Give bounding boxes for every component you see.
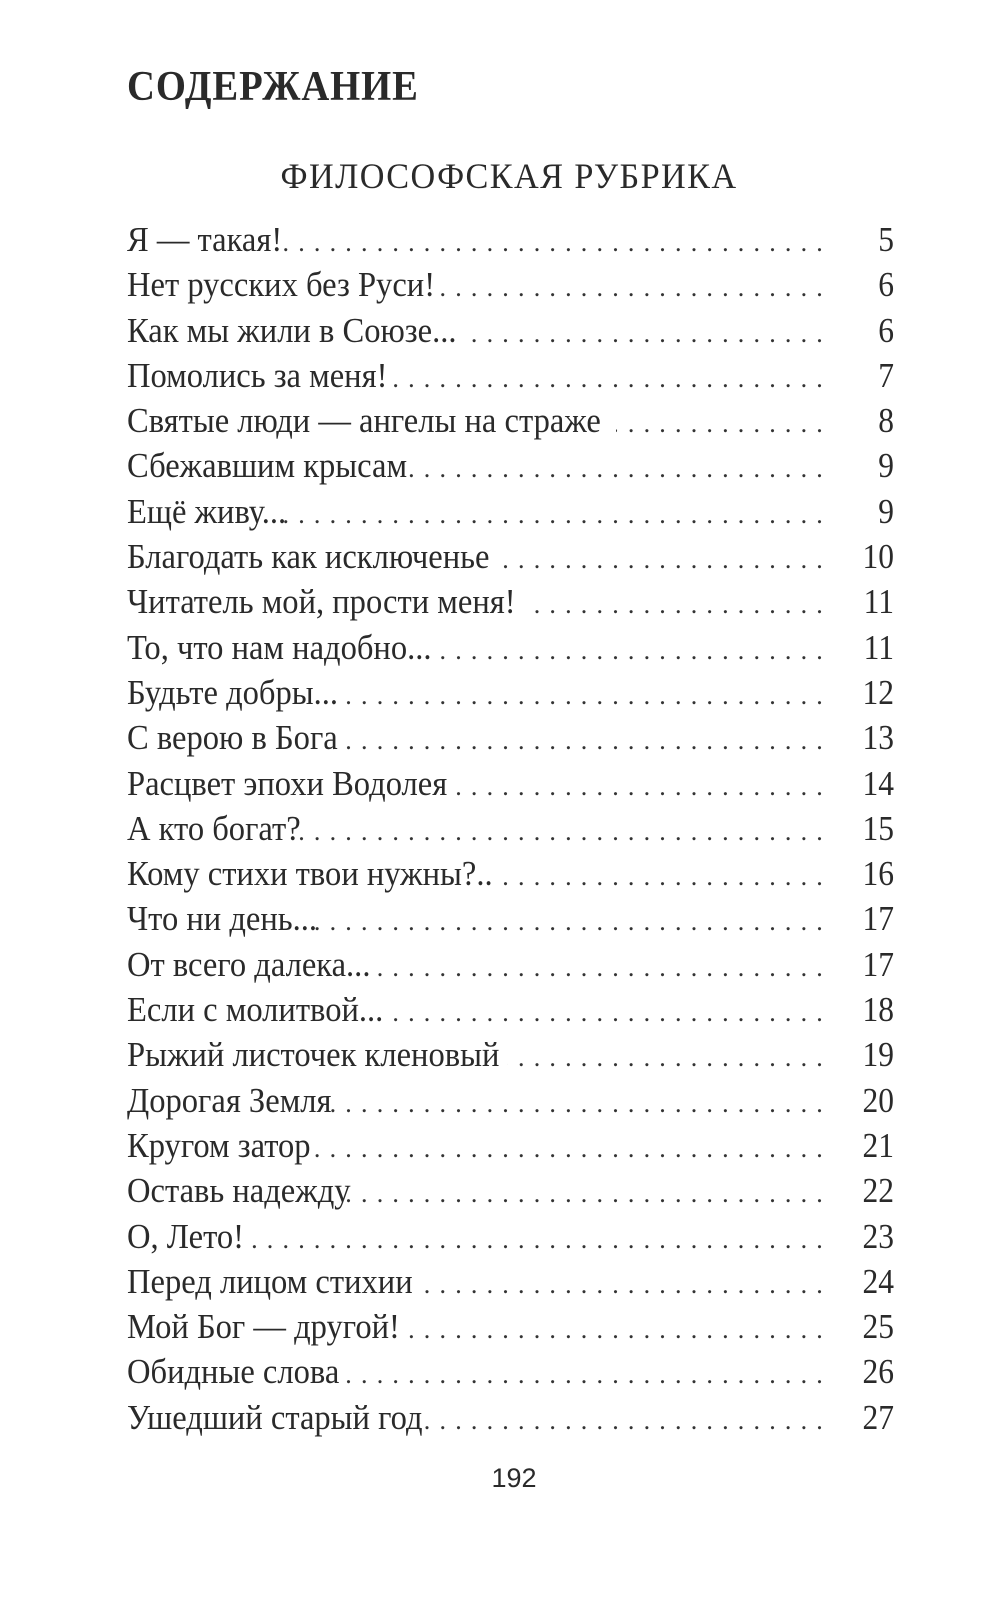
toc-entry	[127, 308, 894, 353]
toc-entry	[127, 489, 894, 534]
toc-entry-page: 11	[863, 582, 894, 622]
toc-entry	[127, 217, 894, 262]
toc-entry-page: 18	[862, 990, 894, 1030]
dot-leader	[232, 1217, 832, 1262]
toc-entry-title: Читатель мой, прости меня!	[127, 582, 516, 622]
toc-entry-title: Будьте добры...	[127, 672, 339, 712]
toc-entry-title: Если с молитвой...	[127, 990, 384, 1030]
toc-entry-title: С верою в Бога	[127, 718, 338, 758]
toc-entry-page: 13	[862, 718, 894, 758]
toc-entry	[127, 806, 894, 851]
toc-entry	[127, 443, 894, 488]
toc-entry-title: Помолись за меня!	[127, 355, 388, 395]
toc-entry-page: 8	[878, 401, 894, 441]
toc-entry	[127, 1304, 894, 1349]
toc-entry-title: А кто богат?	[127, 808, 301, 848]
dot-leader	[507, 1035, 832, 1080]
dot-leader	[461, 311, 832, 356]
toc-entry-title: Как мы жили в Союзе...	[127, 310, 457, 350]
toc-entry	[127, 1168, 894, 1213]
toc-entry	[127, 1395, 894, 1440]
toc-entry	[127, 851, 894, 896]
toc-entry-title: Святые люди — ангелы на страже	[127, 401, 601, 441]
toc-entry-page: 26	[862, 1352, 894, 1392]
toc-entry-title: Дорогая Земля	[127, 1080, 332, 1120]
toc-entry	[127, 896, 894, 941]
toc-entry-page: 12	[862, 672, 894, 712]
toc-entry-page: 6	[878, 265, 894, 305]
toc-entry-page: 17	[862, 899, 894, 939]
toc-entry	[127, 1349, 894, 1394]
toc-entry-title: Ещё живу...	[127, 491, 287, 531]
toc-entry-page: 21	[862, 1125, 894, 1165]
dot-leader	[333, 673, 832, 718]
dot-leader	[434, 628, 832, 673]
toc-entry-page: 20	[862, 1080, 894, 1120]
dot-leader	[293, 809, 832, 854]
toc-entry-page: 17	[862, 944, 894, 984]
dot-leader	[616, 401, 832, 446]
toc-entry-title: Сбежавшим крысам	[127, 446, 408, 486]
dot-leader	[400, 1307, 832, 1352]
toc-entry-page: 22	[862, 1171, 894, 1211]
toc-entry-page: 24	[862, 1261, 894, 1301]
toc-entry-title: Расцвет эпохи Водолея	[127, 763, 448, 803]
toc-entry-page: 25	[862, 1307, 894, 1347]
toc-entry-page: 19	[862, 1035, 894, 1075]
table-of-contents	[127, 217, 894, 1440]
toc-entry	[127, 262, 894, 307]
toc-entry-title: Мой Бог — другой!	[127, 1307, 400, 1347]
section-title: ФИЛОСОФСКАЯ РУБРИКА	[280, 156, 738, 196]
toc-entry	[127, 1123, 894, 1168]
dot-leader	[311, 899, 832, 944]
dot-leader	[496, 537, 832, 582]
toc-entry-title: Рыжий листочек кленовый	[127, 1035, 500, 1075]
toc-entry-title: Нет русских без Руси!	[127, 265, 436, 305]
dot-leader	[424, 1398, 832, 1443]
dot-leader	[413, 1262, 832, 1307]
toc-entry-title: От всего далека...	[127, 944, 371, 984]
toc-entry-title: Оставь надежду	[127, 1171, 351, 1211]
toc-entry-page: 6	[878, 310, 894, 350]
dot-leader	[368, 945, 832, 990]
dot-leader	[347, 1171, 832, 1216]
dot-leader	[326, 1081, 832, 1126]
dot-leader	[386, 356, 832, 401]
toc-entry-page: 9	[878, 491, 894, 531]
toc-entry	[127, 942, 894, 987]
toc-entry	[127, 398, 894, 443]
toc-entry-page: 9	[878, 446, 894, 486]
toc-entry-title: Ушедший старый год	[127, 1397, 423, 1437]
dot-leader	[333, 718, 832, 763]
toc-entry-title: Кругом затор	[127, 1125, 311, 1165]
toc-entry-title: О, Лето!	[127, 1216, 245, 1256]
dot-leader	[335, 1352, 832, 1397]
toc-entry-title: Кому стихи твои нужны?..	[127, 854, 493, 894]
toc-entry	[127, 715, 894, 760]
toc-entry	[127, 1078, 894, 1123]
toc-entry	[127, 1032, 894, 1077]
toc-entry-title: Благодать как исключенье	[127, 537, 490, 577]
dot-leader	[451, 764, 832, 809]
toc-entry-page: 27	[862, 1397, 894, 1437]
dot-leader	[524, 582, 832, 627]
toc-entry-page: 10	[862, 537, 894, 577]
toc-entry-title: Я — такая!	[127, 220, 283, 259]
toc-entry-title: Что ни день...	[127, 899, 318, 939]
dot-leader	[382, 990, 832, 1035]
toc-entry-page: 23	[862, 1216, 894, 1256]
toc-entry-page: 11	[863, 627, 894, 667]
toc-entry	[127, 534, 894, 579]
dot-leader	[273, 220, 832, 265]
toc-entry-page: 14	[862, 763, 894, 803]
toc-entry	[127, 579, 894, 624]
toc-entry	[127, 670, 894, 715]
toc-entry	[127, 1214, 894, 1259]
dot-leader	[500, 854, 833, 899]
toc-entry-page: 5	[878, 220, 894, 259]
toc-entry-page: 15	[862, 808, 894, 848]
toc-entry	[127, 761, 894, 806]
toc-entry-page: 16	[862, 854, 894, 894]
page-title: СОДЕРЖАНИЕ	[127, 64, 419, 110]
toc-entry-title: Перед лицом стихии	[127, 1261, 413, 1301]
toc-entry	[127, 987, 894, 1032]
page-number: 192	[491, 1463, 537, 1493]
dot-leader	[438, 265, 832, 310]
toc-entry-page: 7	[878, 355, 894, 395]
toc-entry	[127, 1259, 894, 1304]
dot-leader	[407, 446, 832, 491]
toc-entry	[127, 353, 894, 398]
dot-leader	[277, 492, 832, 537]
toc-entry-title: То, что нам надобно...	[127, 627, 432, 667]
toc-entry	[127, 625, 894, 670]
dot-leader	[304, 1126, 832, 1171]
toc-entry-title: Обидные слова	[127, 1352, 340, 1392]
